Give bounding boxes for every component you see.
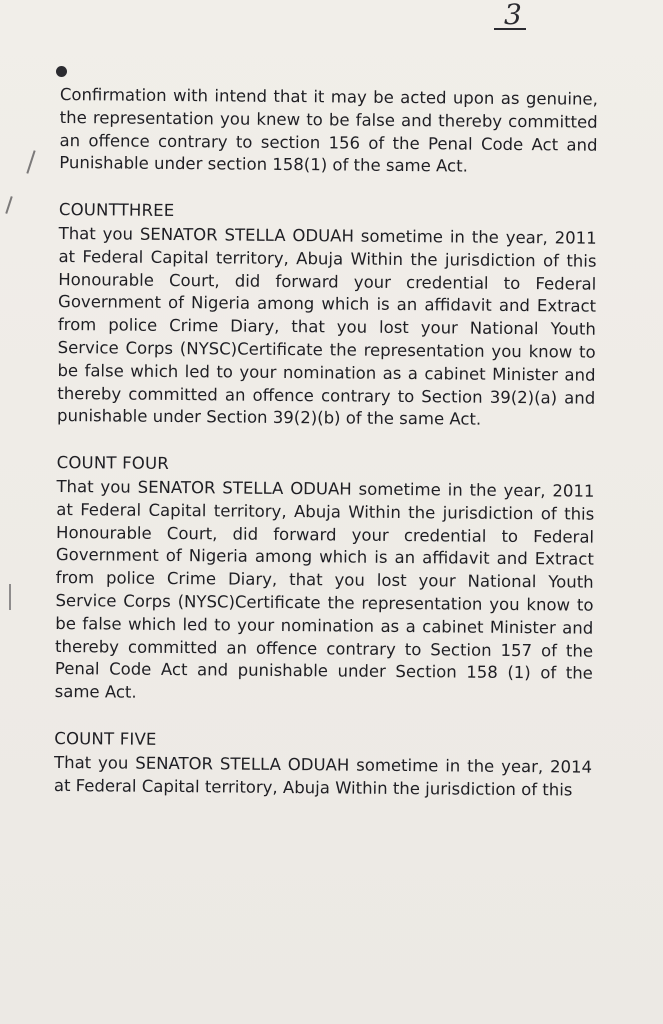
count-four [55,452,595,708]
margin-pen-mark [9,584,11,610]
count-heading: COUNT FIVE [54,728,157,749]
count-body: That you SENATOR STELLA ODUAH sometime in the year, 2011 at Federal Capital territory, Abuja Within the jurisdiction of this Honourable Court, did forward your credential to Federal Government of Nigeria among which is an affidavit and Extract from police Crime Diary, that you lost your National Youth Service Corps (NYSC)Certificate the representation you know to be false which led to your nomination as a cabinet Minister and thereby committed an offence contrary to Section 39(2)(a) and punishable under Section 39(2)(b) of the same Act. [57,223,597,430]
count-heading: COUNT FOUR [56,453,170,474]
opening-paragraph: Confirmation with intend that it may be acted upon as genuine, the representation you knew to be false and thereby committed an offence contrary to section 156 of the Penal Code Act and Punishable under section 158(1) of the same Act. [59,84,598,176]
count-body: That you SENATOR STELLA ODUAH sometime in the year, 2014 at Federal Capital territory, Abuja Within the jurisdiction of this [53,752,593,800]
count-five [54,728,593,802]
count-three [57,199,597,433]
count-body: That you SENATOR STELLA ODUAH sometime in the year, 2011 at Federal Capital territory, Abuja Within the jurisdiction of this Honourable Court, did forward your credential to Federal Government of Nigeria among which is an affidavit and Extract from police Crime Diary, that you lost your National Youth Service Corps (NYSC)Certificate the representation you know to be false which led to your nomination as a cabinet Minister and thereby committed an offence contrary to Section 157 of the Penal Code Act and punishable under Section 158 (1) of the same Act. [54,476,595,702]
page-number: 3 [494,2,526,30]
margin-pen-mark [5,196,12,214]
document-body [54,84,598,802]
ink-dot-mark [56,66,67,77]
margin-pen-mark [26,150,35,173]
count-heading: COUNTTHREE [58,200,175,221]
